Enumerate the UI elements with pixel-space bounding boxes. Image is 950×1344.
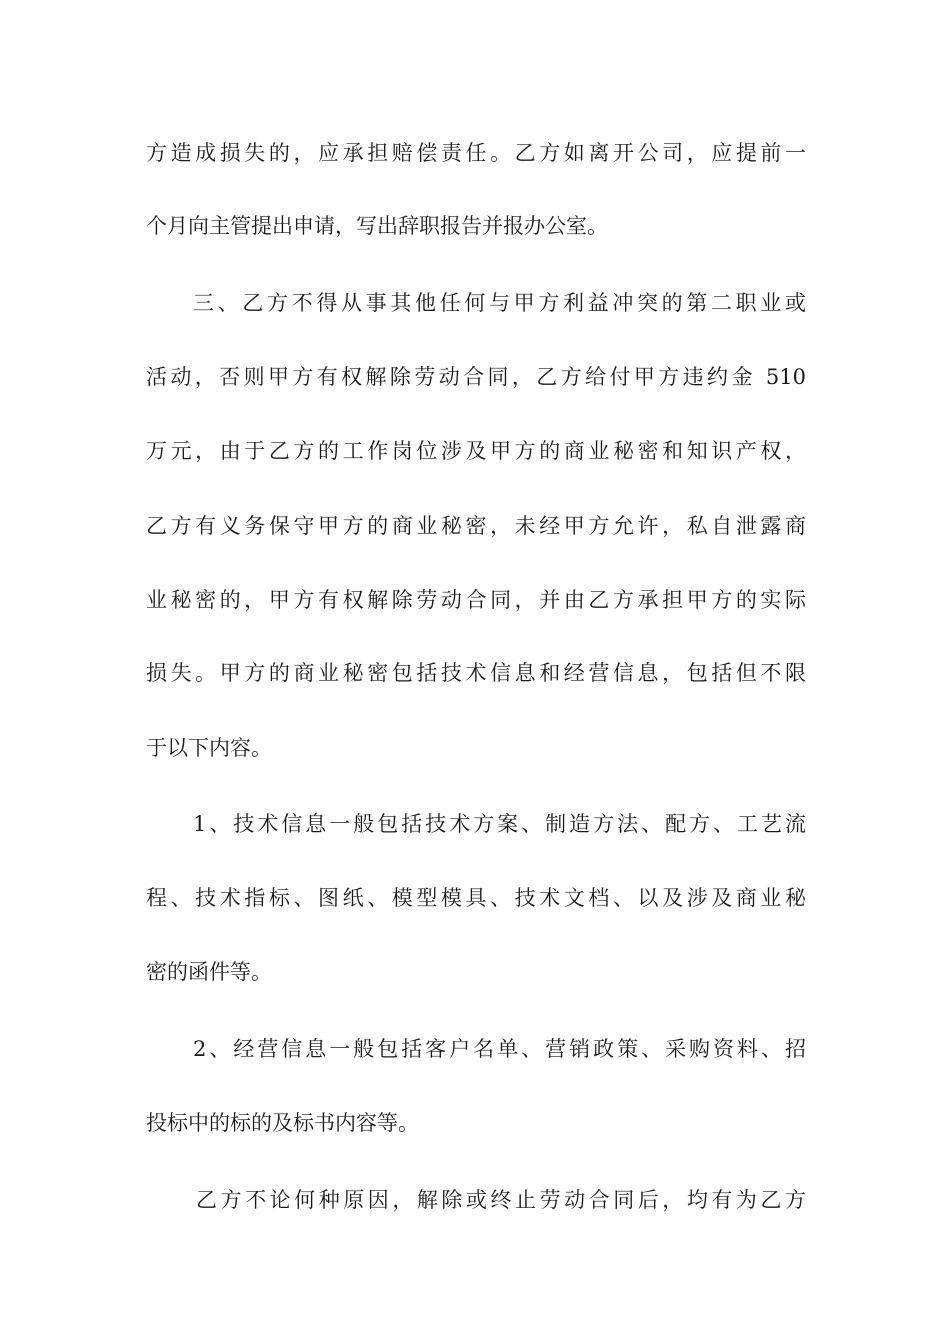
text-line: 乙方有义务保守甲方的商业秘密，未经甲方允许，私自泄露商 [146, 514, 806, 538]
text-line: 密的函件等。 [146, 960, 272, 984]
text-line: 程、技术指标、图纸、模型模具、技术文档、以及涉及商业秘 [146, 886, 806, 910]
paragraph-start-line: 乙方不论何种原因，解除或终止劳动合同后，均有为乙方 [196, 1188, 806, 1212]
list-item-1-line: 1、技术信息一般包括技术方案、制造方法、配方、工艺流 [193, 812, 806, 836]
text-line: 于以下内容。 [146, 736, 272, 760]
text-line: 万元，由于乙方的工作岗位涉及甲方的商业秘密和知识产权， [146, 439, 806, 463]
text-line: 活动，否则甲方有权解除劳动合同，乙方给付甲方违约金 510 [146, 365, 806, 389]
paragraph-start-line: 三、乙方不得从事其他任何与甲方利益冲突的第二职业或 [193, 291, 806, 315]
text-line: 个月向主管提出申请，写出辞职报告并报办公室。 [146, 214, 608, 238]
list-item-2-line: 2、经营信息一般包括客户名单、营销政策、采购资料、招 [193, 1037, 806, 1061]
text-line: 损失。甲方的商业秘密包括技术信息和经营信息，包括但不限 [146, 661, 806, 685]
text-line: 方造成损失的，应承担赔偿责任。乙方如离开公司，应提前一 [146, 141, 806, 165]
text-line: 业秘密的，甲方有权解除劳动合同，并由乙方承担甲方的实际 [146, 588, 806, 612]
text-line: 投标中的标的及标书内容等。 [146, 1111, 419, 1135]
